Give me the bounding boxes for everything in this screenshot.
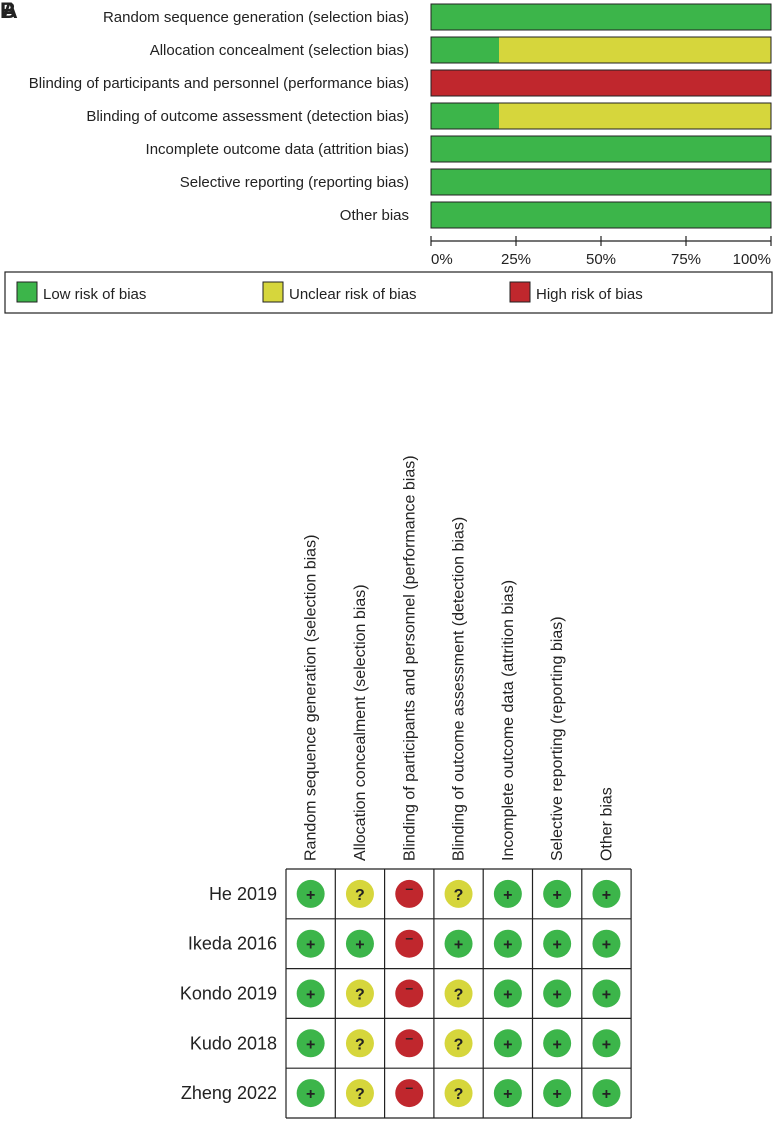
category-label: Other bias xyxy=(339,207,409,224)
rating-symbol-low: + xyxy=(552,1036,562,1054)
rating-symbol-low: + xyxy=(503,986,513,1004)
rating-symbol-unclear: ? xyxy=(355,986,365,1004)
study-label: Kondo 2019 xyxy=(179,983,277,1004)
rating-symbol-low: + xyxy=(552,886,562,904)
column-header: Other bias xyxy=(598,787,616,861)
rating-symbol-low: + xyxy=(305,936,316,954)
rating-symbol-unclear: ? xyxy=(355,886,365,904)
rating-symbol-high: – xyxy=(405,879,414,896)
bar-segment-low xyxy=(431,103,499,129)
rating-symbol-high: – xyxy=(405,1079,414,1096)
rating-symbol-low: + xyxy=(601,1036,612,1054)
bar-segment-unclear xyxy=(499,103,771,129)
column-header: Incomplete outcome data (attrition bias) xyxy=(499,579,517,861)
rating-symbol-unclear: ? xyxy=(355,1086,365,1104)
rating-symbol-low: + xyxy=(601,1086,612,1104)
rating-symbol-high: – xyxy=(405,929,414,946)
legend-swatch-high xyxy=(510,282,530,302)
rating-symbol-low: + xyxy=(601,886,612,904)
rating-symbol-low: + xyxy=(503,936,513,954)
x-tick-label: 0% xyxy=(431,251,453,268)
rating-symbol-low: + xyxy=(305,1086,316,1104)
x-tick-label: 75% xyxy=(670,251,702,268)
column-header: Selective reporting (reporting bias) xyxy=(549,616,567,861)
legend-swatch-low xyxy=(17,282,37,302)
panel-label-a: A xyxy=(1,0,4,23)
bar-segment-low xyxy=(431,136,771,162)
rating-symbol-low: + xyxy=(601,986,612,1004)
rating-symbol-low: + xyxy=(503,886,513,904)
rating-symbol-unclear: ? xyxy=(355,1036,365,1054)
category-label: Blinding of participants and personnel (performance bias) xyxy=(28,75,409,92)
rating-symbol-high: – xyxy=(405,1029,414,1046)
rating-symbol-low: + xyxy=(305,986,316,1004)
bar-segment-high xyxy=(431,70,771,96)
category-label: Allocation concealment (selection bias) xyxy=(149,42,409,59)
column-header: Random sequence generation (selection bias) xyxy=(302,534,320,861)
rating-symbol-low: + xyxy=(552,936,562,954)
category-label: Incomplete outcome data (attrition bias) xyxy=(145,141,409,158)
rating-symbol-low: + xyxy=(552,1086,562,1104)
category-label: Selective reporting (reporting bias) xyxy=(179,174,409,191)
study-label: Zheng 2022 xyxy=(180,1083,277,1104)
rating-symbol-unclear: ? xyxy=(453,1086,464,1104)
legend-label: Low risk of bias xyxy=(43,286,147,303)
column-header: Allocation concealment (selection bias) xyxy=(351,584,369,861)
rating-symbol-high: – xyxy=(405,979,414,996)
column-header: Blinding of participants and personnel (performance bias) xyxy=(401,455,419,861)
panel-label-b: B xyxy=(0,0,2,23)
legend-label: High risk of bias xyxy=(536,286,643,303)
x-tick-label: 25% xyxy=(500,251,532,268)
rating-symbol-unclear: ? xyxy=(453,886,464,904)
rating-symbol-unclear: ? xyxy=(453,986,464,1004)
rating-symbol-low: + xyxy=(552,986,562,1004)
legend-swatch-unclear xyxy=(263,282,283,302)
bar-segment-low xyxy=(431,169,771,195)
category-label: Blinding of outcome assessment (detection bias) xyxy=(86,108,409,125)
rating-symbol-low: + xyxy=(305,1036,316,1054)
bar-segment-unclear xyxy=(499,37,771,63)
bar-segment-low xyxy=(431,37,499,63)
rating-symbol-low: + xyxy=(503,1086,513,1104)
bar-segment-low xyxy=(431,4,771,30)
rating-symbol-low: + xyxy=(305,886,316,904)
study-label: Ikeda 2016 xyxy=(187,933,277,954)
rating-symbol-low: + xyxy=(503,1036,513,1054)
rating-symbol-low: + xyxy=(601,936,612,954)
rating-symbol-low: + xyxy=(355,936,365,954)
legend-label: Unclear risk of bias xyxy=(289,286,417,303)
rating-symbol-low: + xyxy=(453,936,464,954)
column-header: Blinding of outcome assessment (detection bias) xyxy=(450,516,468,861)
x-tick-label: 100% xyxy=(732,251,771,268)
study-label: He 2019 xyxy=(208,883,277,904)
study-label: Kudo 2018 xyxy=(189,1033,277,1054)
category-label: Random sequence generation (selection bias) xyxy=(102,9,409,26)
x-tick-label: 50% xyxy=(585,251,617,268)
bar-segment-low xyxy=(431,202,771,228)
rating-symbol-unclear: ? xyxy=(453,1036,464,1054)
